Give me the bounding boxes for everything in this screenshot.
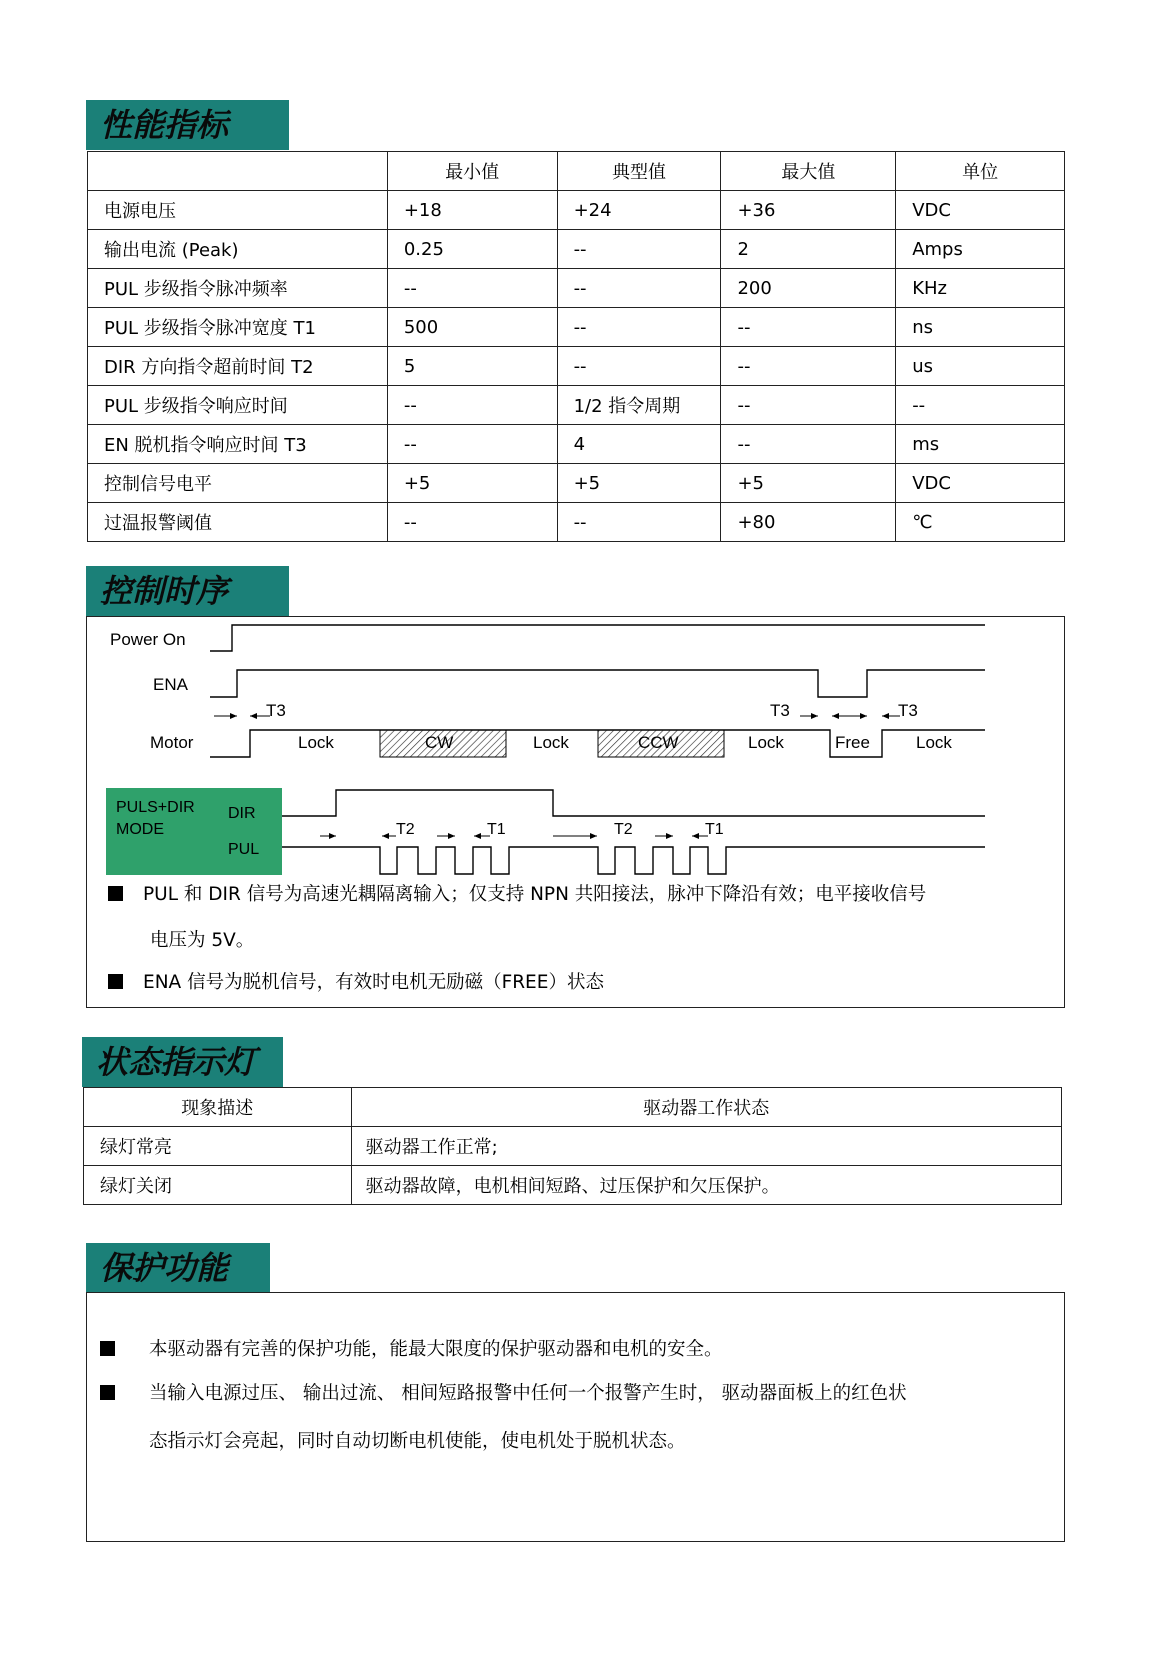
power-on-waveform — [210, 625, 985, 651]
motor-label: Motor — [150, 733, 194, 752]
t3-label: T3 — [770, 701, 790, 720]
timing-note-1 — [108, 882, 926, 908]
min-value: 5 — [387, 347, 557, 386]
section-title-performance: 性能指标 — [86, 100, 289, 150]
table-row — [84, 1166, 1062, 1205]
mode-label-line2: MODE — [116, 821, 164, 838]
min-value: -- — [387, 503, 557, 542]
ena-label: ENA — [153, 675, 188, 694]
lock-label: Lock — [298, 733, 334, 752]
t1-label: T1 — [705, 821, 724, 838]
lock-label: Lock — [748, 733, 784, 752]
section-title-protection: 保护功能 — [86, 1243, 270, 1293]
min-value: +18 — [387, 191, 557, 230]
typ-value: -- — [557, 503, 721, 542]
unit: ns — [896, 308, 1065, 347]
pul-label: PUL — [228, 841, 260, 858]
typ-value: +24 — [557, 191, 721, 230]
max-value: 200 — [721, 269, 896, 308]
section-title-timing: 控制时序 — [86, 566, 289, 616]
max-value: -- — [721, 347, 896, 386]
param-name: 过温报警阈值 — [88, 503, 388, 542]
unit: Amps — [896, 230, 1065, 269]
unit: ms — [896, 425, 1065, 464]
header-cell: 最大值 — [721, 152, 896, 191]
protection-item-1 — [100, 1337, 723, 1363]
min-value: +5 — [387, 464, 557, 503]
header-cell: 驱动器工作状态 — [351, 1088, 1061, 1127]
max-value: -- — [721, 386, 896, 425]
phenomenon: 绿灯常亮 — [84, 1127, 352, 1166]
bullet-icon — [100, 1385, 115, 1400]
timing-note-1-continued: 电压为 5V。 — [150, 930, 255, 951]
max-value: +5 — [721, 464, 896, 503]
t2-label: T2 — [614, 821, 633, 838]
protection-text: 本驱动器有完善的保护功能，能最大限度的保护驱动器和电机的安全。 — [149, 1339, 723, 1360]
t3-label: T3 — [266, 701, 286, 720]
unit: us — [896, 347, 1065, 386]
typ-value: -- — [557, 269, 721, 308]
bullet-icon — [108, 886, 123, 901]
unit: -- — [896, 386, 1065, 425]
header-cell: 现象描述 — [84, 1088, 352, 1127]
param-name: DIR 方向指令超前时间 T2 — [88, 347, 388, 386]
param-name: 电源电压 — [88, 191, 388, 230]
protection-text: 当输入电源过压、 输出过流、 相间短路报警中任何一个报警产生时， 驱动器面板上的红色状 — [149, 1383, 907, 1404]
ccw-label: CCW — [638, 733, 679, 752]
note-text: ENA 信号为脱机信号，有效时电机无励磁（FREE）状态 — [143, 972, 604, 993]
min-value: 0.25 — [387, 230, 557, 269]
typ-value: +5 — [557, 464, 721, 503]
typ-value: -- — [557, 347, 721, 386]
protection-box — [86, 1292, 1065, 1542]
dir-waveform — [282, 790, 985, 816]
param-name: 输出电流 (Peak) — [88, 230, 388, 269]
free-label: Free — [835, 733, 870, 752]
unit: VDC — [896, 191, 1065, 230]
ena-waveform — [210, 670, 985, 697]
driver-state: 驱动器工作正常; — [351, 1127, 1061, 1166]
param-name: 控制信号电平 — [88, 464, 388, 503]
min-value: 500 — [387, 308, 557, 347]
max-value: +36 — [721, 191, 896, 230]
bullet-icon — [108, 974, 123, 989]
typ-value: 1/2 指令周期 — [557, 386, 721, 425]
param-name: PUL 步级指令脉冲频率 — [88, 269, 388, 308]
timing-note-2 — [108, 970, 604, 996]
header-cell: 单位 — [896, 152, 1065, 191]
min-value: -- — [387, 269, 557, 308]
phenomenon: 绿灯关闭 — [84, 1166, 352, 1205]
dir-label: DIR — [228, 805, 256, 822]
t1-label: T1 — [487, 821, 506, 838]
max-value: -- — [721, 308, 896, 347]
table-header-row — [84, 1088, 1062, 1127]
note-text: PUL 和 DIR 信号为高速光耦隔离输入；仅支持 NPN 共阳接法，脉冲下降沿有效；电平接收信号 — [143, 884, 927, 905]
t2-label: T2 — [396, 821, 415, 838]
table-row — [84, 1127, 1062, 1166]
header-cell: 最小值 — [387, 152, 557, 191]
max-value: +80 — [721, 503, 896, 542]
driver-state: 驱动器故障，电机相间短路、过压保护和欠压保护。 — [351, 1166, 1061, 1205]
status-table — [83, 1087, 1062, 1205]
lock-label: Lock — [916, 733, 952, 752]
max-value: -- — [721, 425, 896, 464]
typ-value: -- — [557, 308, 721, 347]
typ-value: 4 — [557, 425, 721, 464]
unit: KHz — [896, 269, 1065, 308]
protection-item-2 — [100, 1381, 907, 1407]
t3-label: T3 — [898, 701, 918, 720]
typ-value: -- — [557, 230, 721, 269]
unit: VDC — [896, 464, 1065, 503]
bullet-icon — [100, 1341, 115, 1356]
param-name: PUL 步级指令脉冲宽度 T1 — [88, 308, 388, 347]
min-value: -- — [387, 425, 557, 464]
power-on-label: Power On — [110, 630, 186, 649]
pul-waveform — [282, 847, 985, 874]
max-value: 2 — [721, 230, 896, 269]
min-value: -- — [387, 386, 557, 425]
cw-label: CW — [425, 733, 454, 752]
section-title-status: 状态指示灯 — [82, 1037, 283, 1087]
param-name: PUL 步级指令响应时间 — [88, 386, 388, 425]
header-cell: 典型值 — [557, 152, 721, 191]
lock-label: Lock — [533, 733, 569, 752]
unit: ℃ — [896, 503, 1065, 542]
mode-label-line1: PULS+DIR — [116, 799, 195, 816]
protection-item-2-continued: 态指示灯会亮起，同时自动切断电机使能，使电机处于脱机状态。 — [149, 1431, 686, 1452]
param-name: EN 脱机指令响应时间 T3 — [88, 425, 388, 464]
